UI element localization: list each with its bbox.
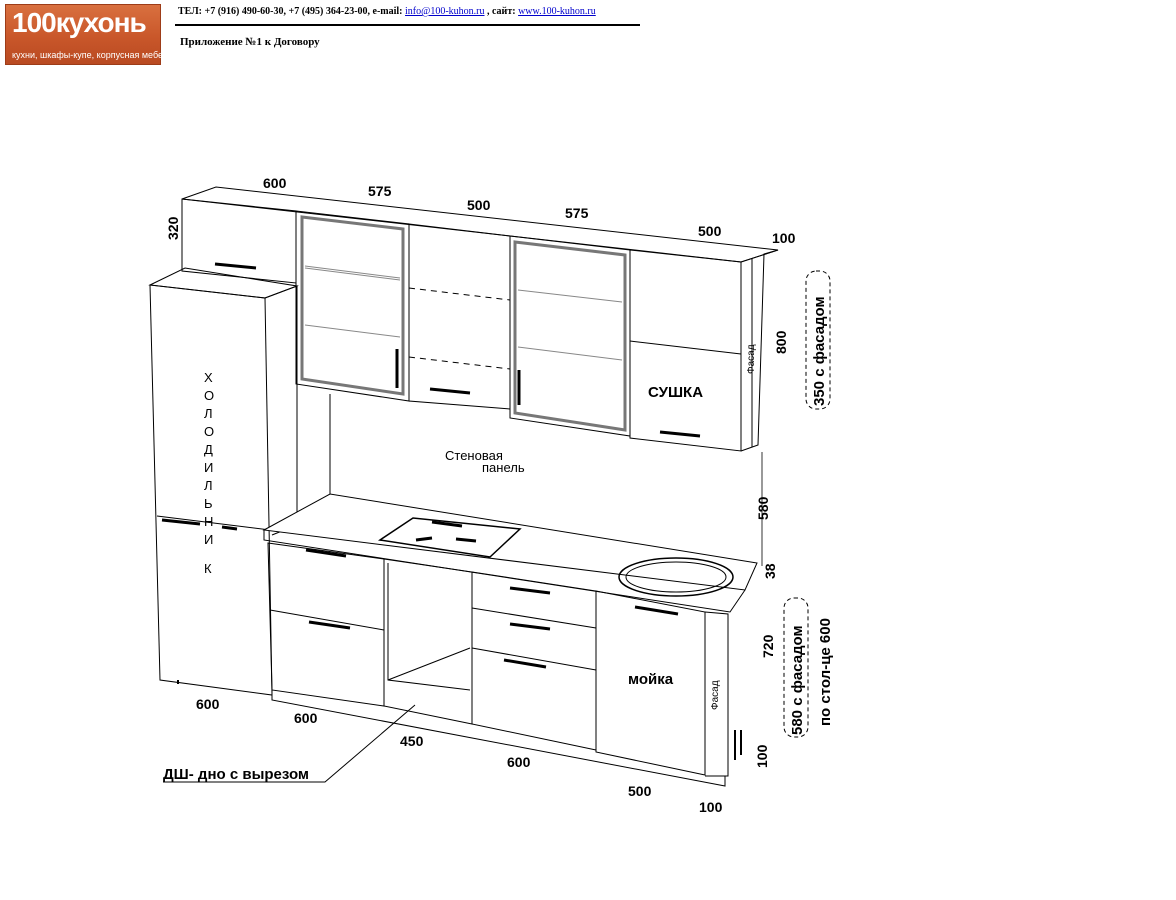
upper-cabinets [182, 187, 778, 451]
fridge-side [265, 286, 297, 535]
countertop-surface [264, 494, 757, 590]
dim-upper-575b: 575 [565, 205, 589, 221]
fridge-label [204, 370, 214, 576]
hidden-edges-3 [409, 288, 510, 369]
dim-upper-500a: 500 [467, 197, 491, 213]
fridge-letter-11: К [204, 561, 212, 576]
lower-fasad-label: Фасад [710, 680, 721, 710]
sushka-label: СУШКА [648, 384, 704, 401]
lower-handle-3c [504, 660, 546, 667]
fridge [150, 268, 297, 695]
fridge-letter-6: И [204, 460, 214, 475]
fridge-door-split [157, 516, 270, 530]
dim-fridge-600: 600 [196, 696, 220, 712]
wall-panel-label-2: панель [482, 460, 525, 475]
dim-lower-600a: 600 [294, 710, 318, 726]
upper-fasad-label: Фасад [746, 344, 757, 374]
dim-top-38: 38 [762, 563, 778, 579]
glass-shelves-4 [518, 290, 622, 360]
oven-niche-inner [388, 563, 470, 690]
dim-upper-575a: 575 [368, 183, 392, 199]
fridge-letter-1: Х [204, 370, 213, 385]
fridge-letter-10: И [204, 532, 214, 547]
fridge-letter-3: Л [204, 406, 213, 421]
oven-niche [384, 559, 472, 724]
dim-legs-100: 100 [754, 744, 770, 768]
logo-tagline: кухни, шкафы-купе, корпусная мебель [12, 50, 173, 60]
dim-lower-720: 720 [760, 634, 776, 658]
upper-handle-1 [215, 264, 256, 268]
lower-cabinet-3 [472, 572, 596, 750]
fridge-letter-5: Д [204, 442, 213, 457]
plinth [272, 690, 725, 786]
upper-handle-3 [430, 389, 470, 393]
upper-cabinet-3 [409, 224, 510, 409]
upper-cabinet-5 [630, 250, 741, 451]
dim-lower-500: 500 [628, 783, 652, 799]
lower-end-legs [735, 730, 741, 760]
dim-upper-100: 100 [772, 230, 796, 246]
upper-handle-5 [660, 432, 700, 436]
dim-upper-500b: 500 [698, 223, 722, 239]
fridge-letter-8: Ь [204, 496, 213, 511]
lower-drawer-split-3b [472, 648, 596, 670]
dim-lower-450: 450 [400, 733, 424, 749]
lower-note-1: 580 с фасадом [789, 625, 806, 735]
lower-handle-3a [510, 588, 550, 593]
upper-note: 350 с фасадом [811, 296, 828, 406]
fridge-letter-7: Л [204, 478, 213, 493]
sink-handle [635, 607, 678, 614]
wall-panel-label-1: Стеновая [445, 448, 503, 463]
glass-frame-2 [302, 217, 403, 394]
lower-handle-3b [510, 624, 550, 629]
contact-phones: ТЕЛ: +7 (916) 490-60-30, +7 (495) 364-23-00, e-mail: [178, 6, 403, 17]
sink-label: мойка [628, 671, 674, 688]
logo-text: 100кухонь [12, 7, 146, 38]
dim-upper-320: 320 [165, 216, 181, 240]
lower-note-2: по стол-це 600 [817, 618, 834, 726]
fridge-letter-2: О [204, 388, 215, 403]
dsh-note: ДШ- дно с вырезом [163, 766, 310, 783]
upper-cabinet-2 [296, 211, 409, 401]
fridge-letter-9: Н [204, 514, 214, 529]
glass-shelves-2 [305, 266, 400, 337]
site-prefix: , сайт: [487, 6, 516, 17]
site-link[interactable]: www.100-kuhon.ru [518, 6, 596, 17]
fridge-letter-4: О [204, 424, 215, 439]
fridge-side-handle [222, 527, 237, 529]
email-link[interactable]: info@100-kuhon.ru [405, 6, 485, 17]
lower-drawer-split-3a [472, 608, 596, 628]
sushka-divider [630, 341, 741, 354]
dim-gap-580: 580 [755, 496, 771, 520]
upper-cabinet-4 [510, 236, 630, 436]
lower-drawer-split-1 [270, 610, 384, 630]
dim-upper-600: 600 [263, 175, 287, 191]
dim-lower-100: 100 [699, 799, 723, 815]
glass-frame-4 [515, 242, 625, 430]
dim-upper-800: 800 [773, 330, 789, 354]
dim-lower-600b: 600 [507, 754, 531, 770]
appendix-title: Приложение №1 к Договору [180, 36, 320, 48]
